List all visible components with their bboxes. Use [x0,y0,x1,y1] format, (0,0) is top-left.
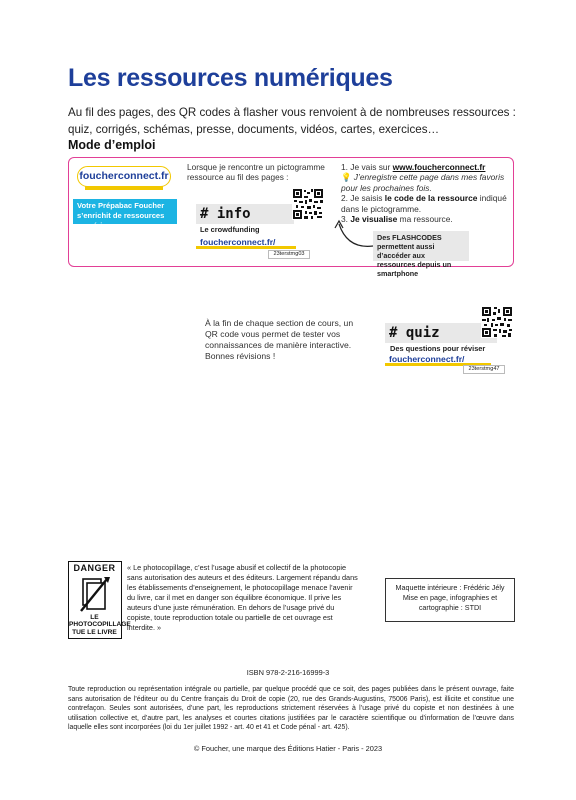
step-1-tip-text: J’enregistre cette page dans mes favoris pour les prochaines fois. [341,172,505,193]
flashcode-note: Des FLASHCODES permettent aussi d’accéder aux ressources depuis un smartphone [373,231,469,261]
step-2-suffix: indiqué dans le pictogramme. [341,193,507,214]
page-title: Les ressources numériques [68,64,393,92]
legal-notice: Toute reproduction ou représentation intégrale ou partielle, par quelque procédé que ce soit, des pages publiées dans le présent ouvrage, faite sans autorisation de l’éditeur ou du Centre français du Droit de copie (20, rue des Grands-Augustins, 75006 Paris), est illicite et constitue une contrefaçon. Seules sont autorisées, d’une part, les reproductions strictement réservées à l’usage privé du copiste et non destinées à une utilisation collective et, d’autre part, les analyses et courtes citations justifiées par le caractère scientifique ou d’information de l’œuvre dans laquelle elles sont incorporées (loi du 1er juillet 1992 - art. 40 et 41 et Code pénal - art. 425). [68,686,514,732]
step-3-suffix: ma ressource. [397,214,453,225]
danger-line-1: LE [90,614,99,621]
info-site: foucherconnect.fr/ [196,237,296,249]
photocopy-warning-text: « Le photocopillage, c’est l’usage abusif et collectif de la photocopie sans autorisation des auteurs et des éditeurs. Largement répandu dans les établissements d’enseignement, le photocopillage menace l’avenir du livre, car il met en danger son équilibre économique. Il prive les auteurs d’une juste rémunération. En dehors de l’usage privé du copiste, toute reproduction totale ou partielle de cet ouvrage est interdite. » [127,563,358,632]
step-3-bold: Je visualise [350,214,398,225]
mode-heading: Mode d’emploi [68,138,156,152]
qr-code-icon [292,188,324,220]
step-1-tip [341,172,511,193]
brand-tld: .fr [158,170,169,182]
quiz-code: 23terstmg47 [463,365,505,374]
quiz-site: foucherconnect.fr/ [385,354,491,366]
step-2 [341,193,511,214]
step-3-prefix: 3. [341,214,351,225]
isbn: ISBN 978-2-216-16999-3 [246,668,330,677]
brand-banner: Votre Prépabac Foucher s’enrichit de ressources numériques [73,199,177,224]
step-1 [341,162,511,172]
danger-line-2: PHOTOCOPILLAGE [69,621,131,629]
credits-line-1: Maquette intérieure : Frédéric Jély [395,583,505,592]
brand-underline [85,186,163,190]
mode-box [68,157,514,278]
credits-line-2: Mise en page, infographies et [402,593,498,602]
credits-box [385,578,515,622]
intro-paragraph: Au fil des pages, des QR codes à flasher vous renvoient à de nombreuses ressources : quiz, corrigés, schémas, presse, documents, vidéos, cartes, exercices… [68,106,516,136]
danger-label: DANGER [73,563,116,573]
step-2-prefix: 2. Je saisis [341,193,385,204]
danger-photocopy-icon [77,575,113,613]
pictogram-text: Lorsque je rencontre un pictogramme ressource au fil des pages : [187,162,325,182]
copyright: © Foucher, une marque des Éditions Hatier - Paris - 2023 [193,744,383,753]
danger-logo [68,561,131,639]
danger-caption [69,614,131,636]
danger-line-3: TUE LE LIVRE [72,628,117,636]
credits-line-3: cartographie : STDI [418,603,482,612]
brand-logo [77,166,171,187]
curved-arrow-icon [327,216,377,250]
quiz-qr-code-icon [481,306,513,338]
foucherconnect-link[interactable]: www.foucherconnect.fr [392,162,486,172]
quiz-hashtag: # quiz [385,323,497,343]
brand-name: foucherconnect [79,170,159,182]
step-1-prefix: 1. Je vais sur [341,162,393,172]
info-hashtag: # info [196,204,294,224]
step-2-bold: le code de la ressource [384,193,478,204]
quiz-text: À la fin de chaque section de cours, un QR code vous permet de tester vos connaissances de manière interactive. Bonnes révisions ! [205,318,354,361]
info-subtitle: Le crowdfunding [200,225,260,234]
info-code: 23terstmg03 [268,250,310,259]
lightbulb-icon: 💡 [341,172,352,183]
quiz-subtitle: Des questions pour réviser [390,344,486,353]
